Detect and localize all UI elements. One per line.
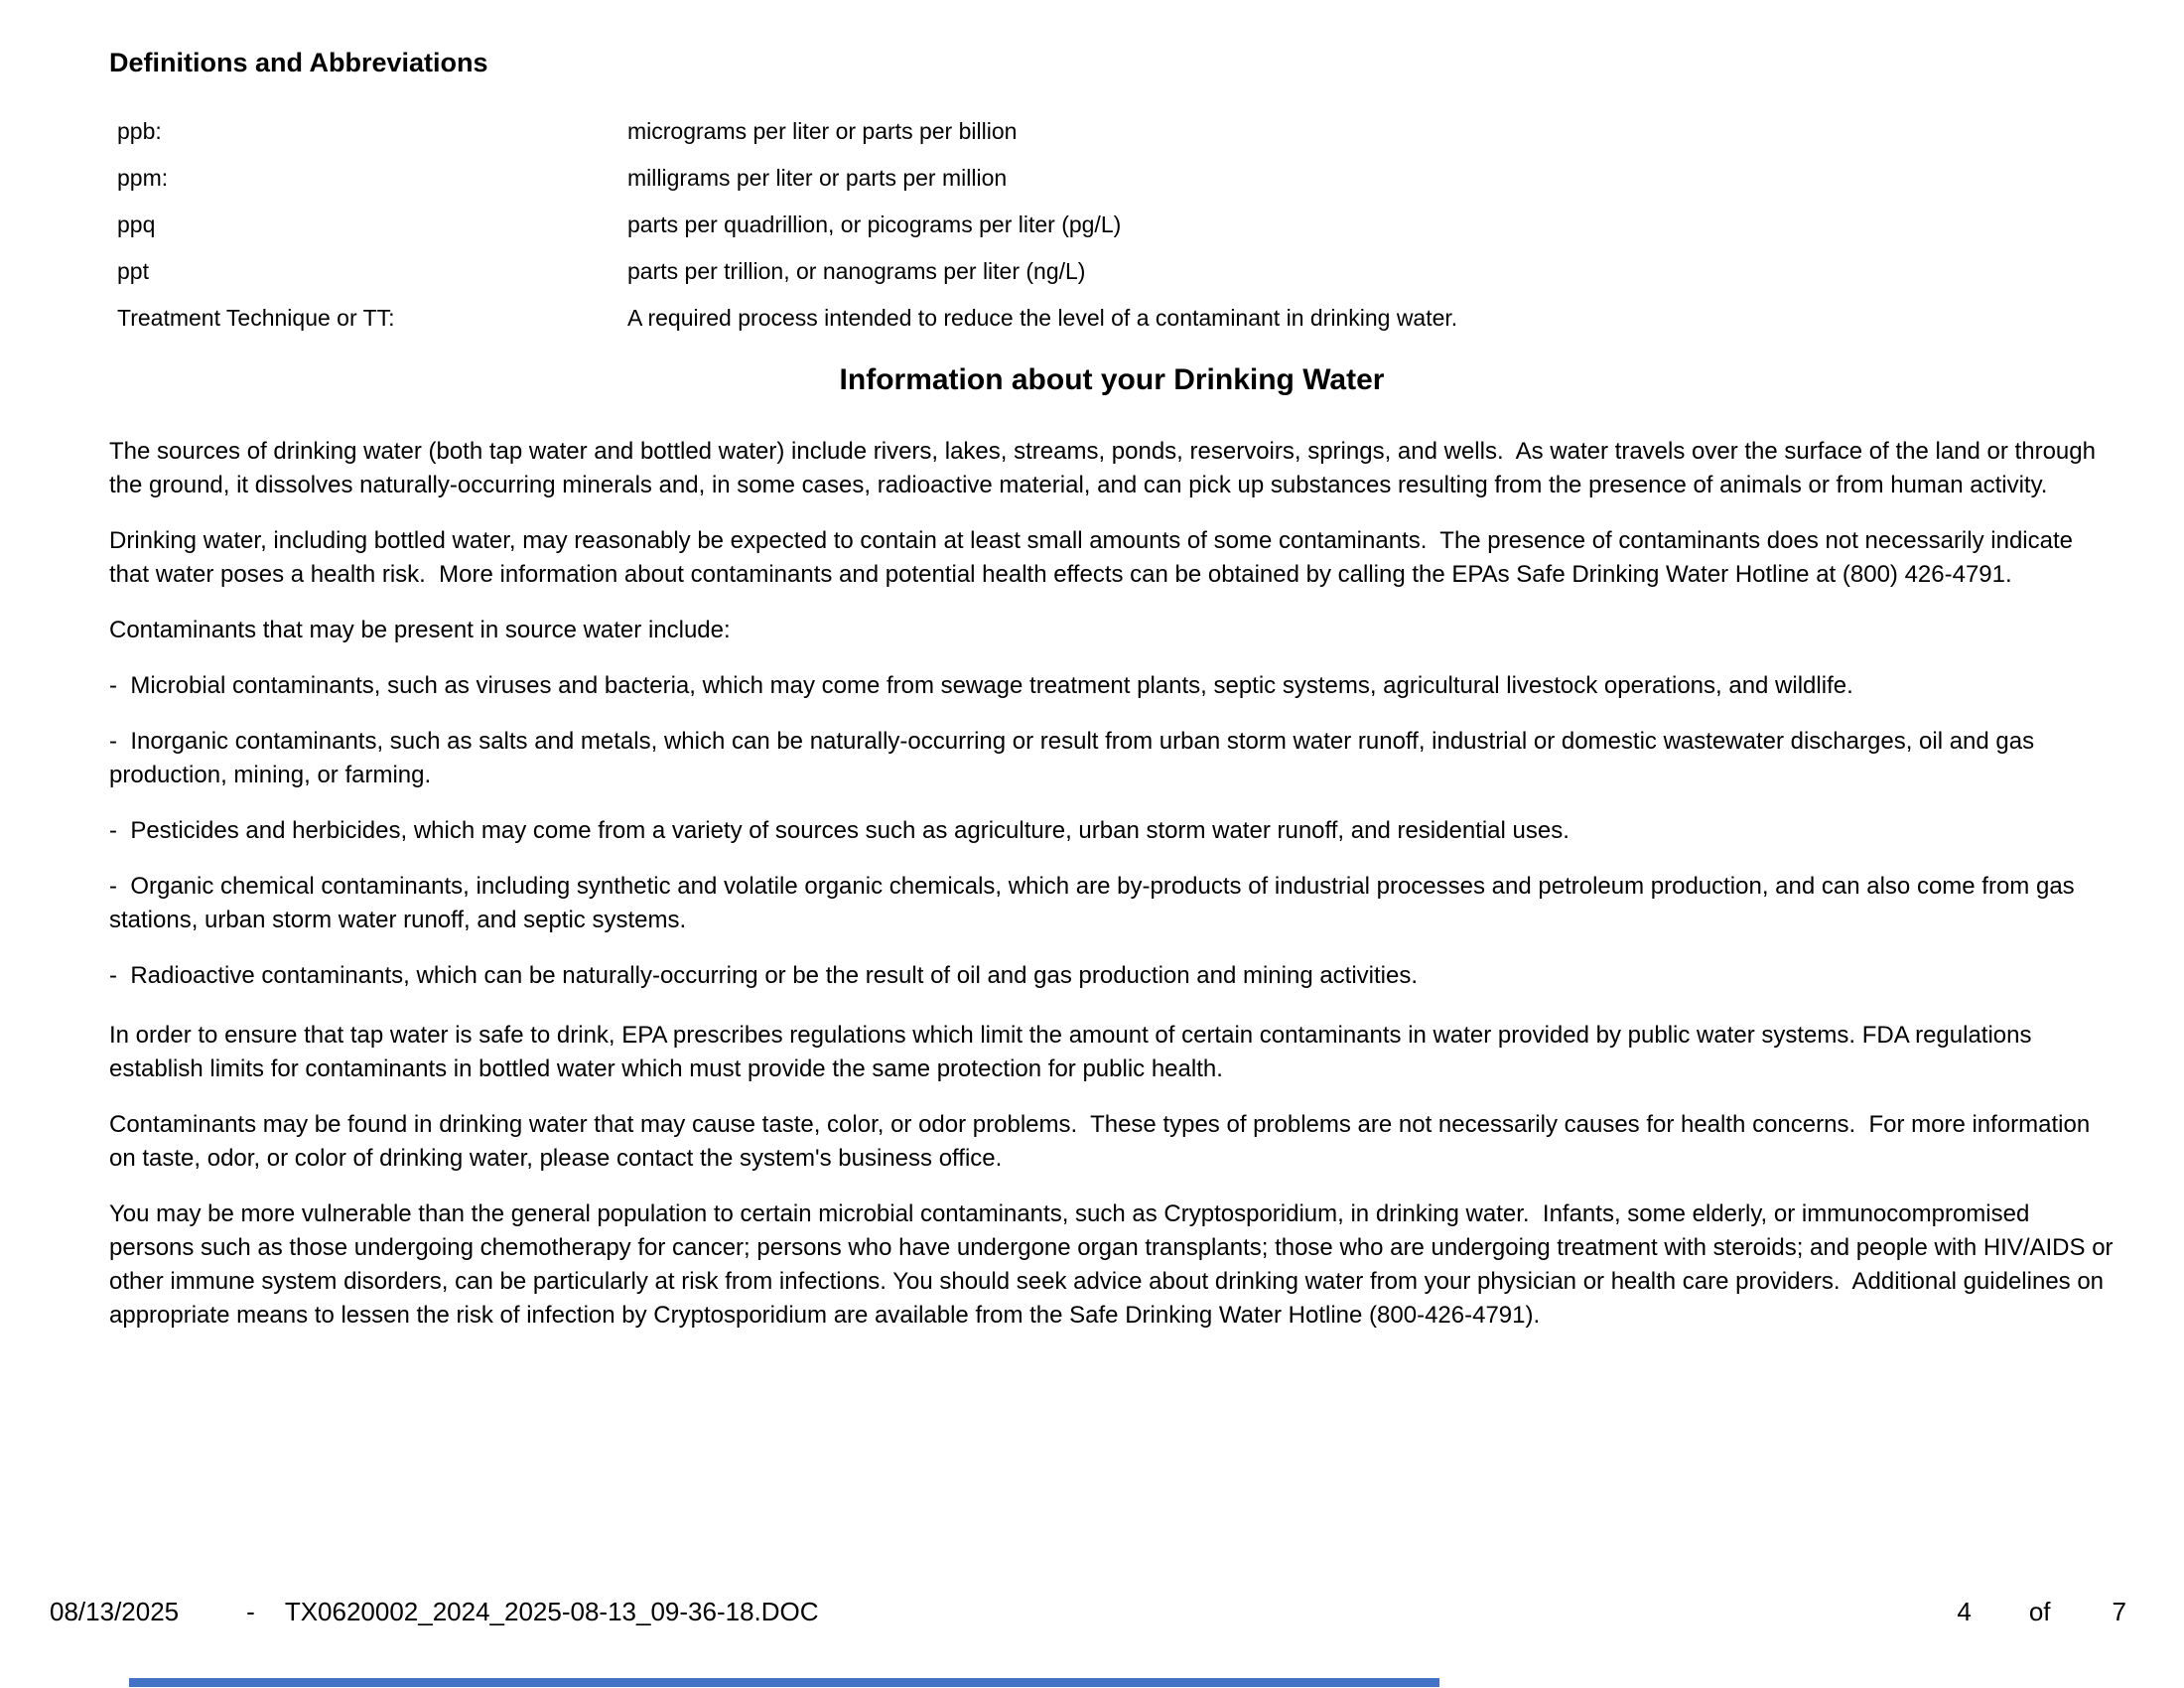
definition-row xyxy=(117,305,2115,332)
bullet-pesticides: - Pesticides and herbicides, which may come from a variety of sources such as agriculture, urban storm water runoff, and residential uses. xyxy=(109,817,1570,844)
paragraph-vulnerable-populations: You may be more vulnerable than the general population to certain microbial contaminants, such as Cryptosporidium, in drinking water. Infants, some elderly, or immunocompromised persons such as those undergoing chemotherapy for cancer; persons who have undergone organ transplants; those who are undergoing treatment with steroids; and people with HIV/AIDS or other immune system disorders, can be particularly at risk from infections. You should seek advice about drinking water from your physician or health care providers. Additional guidelines on appropriate means to lessen the risk of infection by Cryptosporidium are available from the Safe Drinking Water Hotline (800-426-4791). xyxy=(109,1200,2120,1329)
definition-row xyxy=(117,165,2115,192)
footer-page-of-label: of xyxy=(2028,1597,2051,1626)
page-footer xyxy=(50,1597,2126,1627)
footer-file-info xyxy=(50,1597,819,1627)
paragraph-water-sources: The sources of drinking water (both tap water and bottled water) include rivers, lakes, streams, ponds, reservoirs, springs, and wells. As water travels over the surface of the land or through the ground, it dissolves naturally-occurring minerals and, in some cases, radioactive material, and can pick up substances resulting from the presence of animals or from human activity. xyxy=(109,438,2103,498)
definitions-heading: Definitions and Abbreviations xyxy=(109,48,488,77)
definition-text: micrograms per liter or parts per billion xyxy=(627,118,1018,144)
bullet-radioactive: - Radioactive contaminants, which can be naturally-occurring or be the result of oil and gas production and mining activities. xyxy=(109,962,1419,989)
paragraph-source-water-intro: Contaminants that may be present in source water include: xyxy=(109,617,731,643)
bullet-organic-chemical: - Organic chemical contaminants, including synthetic and volatile organic chemicals, which are by-products of industrial processes and petroleum production, and can also come from gas stations, urban storm water runoff, and septic systems. xyxy=(109,873,2082,933)
bullet-inorganic: - Inorganic contaminants, such as salts and metals, which can be naturally-occurring or result from urban storm water runoff, industrial or domestic wastewater discharges, oil and gas production, mining, or farming. xyxy=(109,728,2041,788)
definition-term: ppt xyxy=(117,258,149,284)
definition-text: milligrams per liter or parts per million xyxy=(627,165,1008,191)
definition-row xyxy=(117,211,2115,238)
definition-term: ppb: xyxy=(117,118,162,144)
paragraph-epa-regulations: In order to ensure that tap water is safe to drink, EPA prescribes regulations which limit the amount of certain contaminants in water provided by public water systems. FDA regulations establish limits for contaminants in bottled water which must provide the same protection for public health. xyxy=(109,1022,2039,1082)
bullet-microbial: - Microbial contaminants, such as viruses and bacteria, which may come from sewage treatment plants, septic systems, agricultural livestock operations, and wildlife. xyxy=(109,672,1853,699)
footer-separator: - xyxy=(246,1597,255,1626)
definition-text: parts per quadrillion, or picograms per liter (pg/L) xyxy=(627,211,1122,237)
footer-page-number xyxy=(1957,1597,2126,1627)
definition-text: parts per trillion, or nanograms per liter (ng/L) xyxy=(627,258,1086,284)
definition-term: ppq xyxy=(117,211,156,237)
definition-row xyxy=(117,258,2115,285)
definition-term: ppm: xyxy=(117,165,169,191)
definitions-list xyxy=(117,118,2115,332)
document-content xyxy=(109,48,2120,1354)
definition-text: A required process intended to reduce the level of a contaminant in drinking water. xyxy=(627,305,1458,331)
definition-row xyxy=(117,118,2115,145)
definition-term: Treatment Technique or TT: xyxy=(117,305,395,331)
paragraph-contaminant-presence: Drinking water, including bottled water, may reasonably be expected to contain at least small amounts of some contaminants. The presence of contaminants does not necessarily indicate that water poses a health risk. More information about contaminants and potential health effects can be obtained by calling the EPAs Safe Drinking Water Hotline at (800) 426-4791. xyxy=(109,527,2080,588)
footer-date: 08/13/2025 xyxy=(50,1597,180,1626)
footer-page-current: 4 xyxy=(1957,1597,1972,1626)
footer-page-total: 7 xyxy=(2112,1597,2126,1626)
info-section-heading: Information about your Drinking Water xyxy=(839,363,1385,396)
paragraph-taste-color-odor: Contaminants may be found in drinking water that may cause taste, color, or odor problems. These types of problems are not necessarily causes for health concerns. For more information on taste, odor, or color of drinking water, please contact the system's business office. xyxy=(109,1111,2097,1172)
bottom-accent-bar xyxy=(129,1678,1439,1687)
footer-filename: TX0620002_2024_2025-08-13_09-36-18.DOC xyxy=(284,1597,819,1626)
